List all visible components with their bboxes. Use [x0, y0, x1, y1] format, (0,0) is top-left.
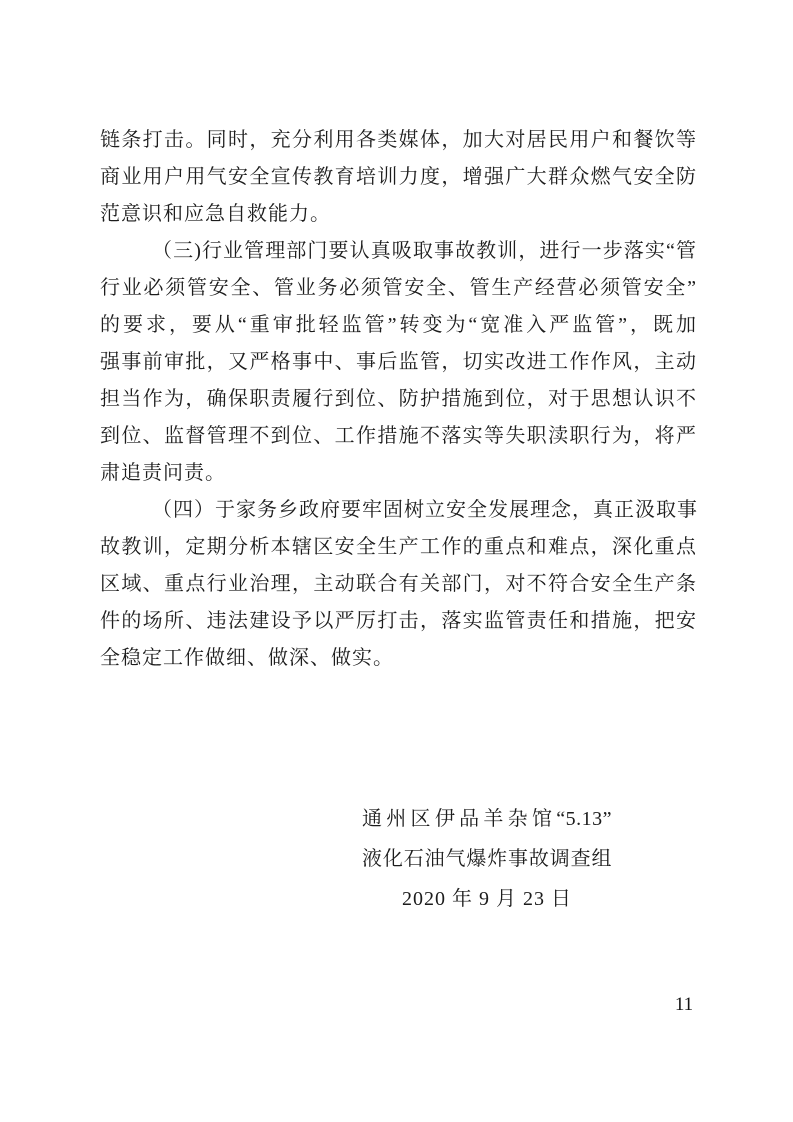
paragraph: [100, 122, 697, 233]
text-line: 担当作为，确保职责履行到位、防护措施到位，对于思想认识不: [100, 388, 697, 410]
text-line: （三)行业管理部门要认真吸取事故教训，进行一步落实“管: [152, 240, 697, 262]
text-line: 肃追责问责。: [100, 462, 226, 484]
text-line: 全稳定工作做细、做深、做实。: [100, 647, 394, 669]
page-number: 11: [674, 994, 694, 1015]
text-line: 故教训，定期分析本辖区安全生产工作的重点和难点，深化重点: [100, 536, 697, 558]
signature-date: 2020 年 9 月 23 日: [402, 888, 572, 910]
text-line: 件的场所、违法建设予以严厉打击，落实监管责任和措施，把安: [100, 610, 697, 632]
paragraph: [100, 492, 697, 677]
text-line: 到位、监督管理不到位、工作措施不落实等失职渎职行为，将严: [100, 425, 697, 447]
text-line: 商业用户用气安全宣传教育培训力度，增强广大群众燃气安全防: [100, 166, 697, 188]
text-line: 强事前审批，又严格事中、事后监管，切实改进工作作风，主动: [100, 351, 697, 373]
text-line: 的要求，要从“重审批轻监管”转变为“宽准入严监管”，既加: [100, 314, 697, 336]
text-line: （四）于家务乡政府要牢固树立安全发展理念，真正汲取事: [152, 499, 698, 521]
paragraph: [100, 233, 697, 492]
text-line: 范意识和应急自救能力。: [100, 203, 331, 225]
signature-org-line-2: 液化石油气爆炸事故调查组: [362, 848, 612, 870]
signature-block: [362, 799, 612, 919]
text-line: 行业必须管安全、管业务必须管安全、管生产经营必须管安全”: [100, 277, 697, 299]
signature-org-line-1: 通州区伊品羊杂馆“5.13”: [362, 808, 612, 830]
document-body: [100, 122, 697, 677]
text-line: 区域、重点行业治理，主动联合有关部门，对不符合安全生产条: [100, 573, 697, 595]
text-line: 链条打击。同时，充分利用各类媒体，加大对居民用户和餐饮等: [100, 129, 697, 151]
